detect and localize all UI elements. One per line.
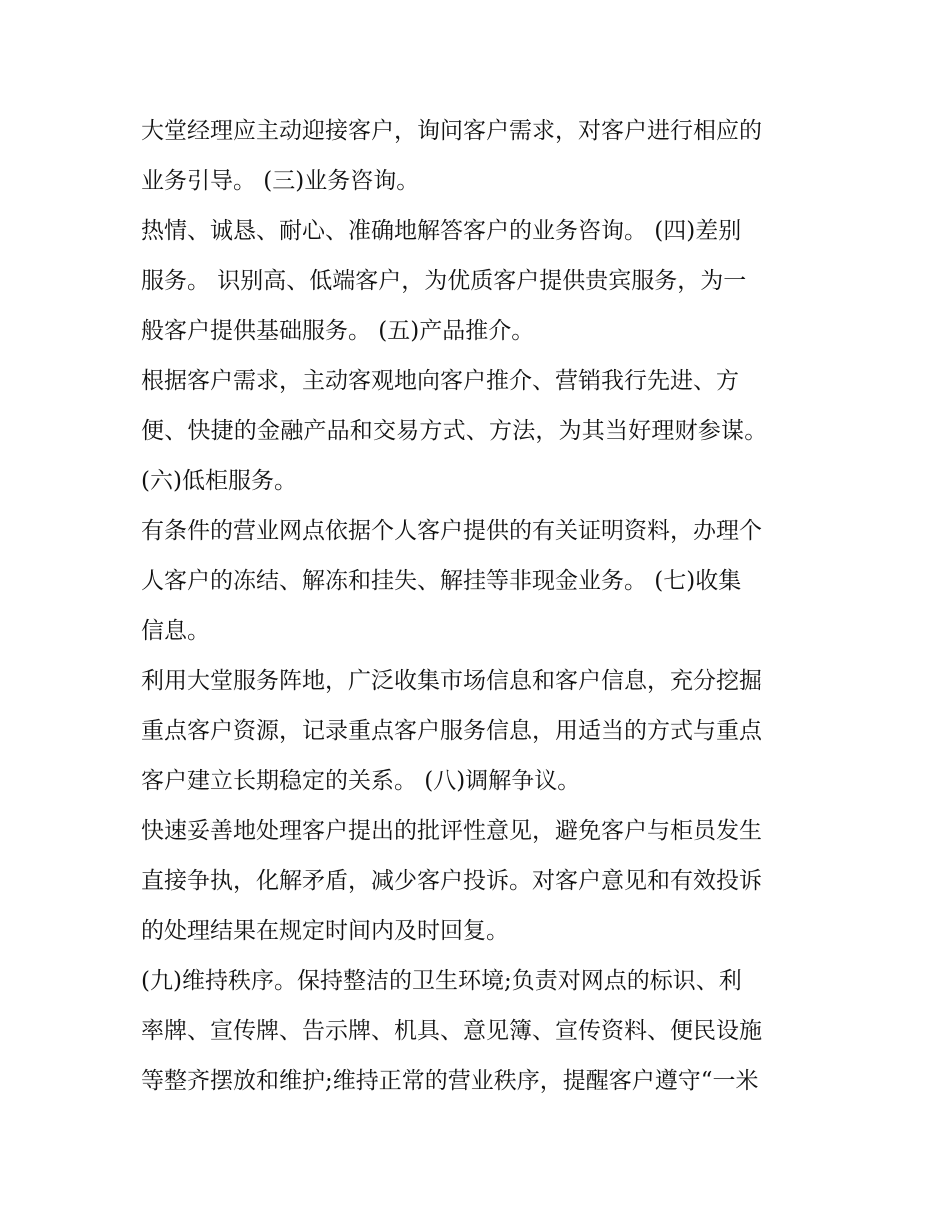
- text-line: 有条件的营业网点依据个人客户提供的有关证明资料，办理个: [141, 518, 762, 544]
- text-line: 重点客户资源，记录重点客户服务信息，用适当的方式与重点: [141, 718, 762, 744]
- text-line: 根据客户需求，主动客观地向客户推介、营销我行先进、方: [141, 368, 739, 394]
- text-line: 客户建立长期稳定的关系。 (八)调解争议。: [141, 768, 581, 794]
- text-line: 便、快捷的金融产品和交易方式、方法，为其当好理财参谋。: [141, 418, 768, 444]
- text-line: 般客户提供基础服务。 (五)产品推介。: [141, 318, 535, 344]
- text-line: 等整齐摆放和维护;维持正常的营业秩序，提醒客户遵守“一米: [141, 1068, 759, 1094]
- text-line: 服务。 识别高、低端客户，为优质客户提供贵宾服务，为一: [141, 268, 747, 294]
- text-line: (九)维持秩序。保持整洁的卫生环境;负责对网点的标识、利: [141, 968, 742, 994]
- text-line: 信息。: [141, 618, 210, 644]
- text-line: 直接争执，化解矛盾，减少客户投诉。对客户意见和有效投诉: [141, 868, 762, 894]
- text-line: 的处理结果在规定时间内及时回复。: [141, 918, 509, 944]
- document-body: [141, 106, 821, 1106]
- text-line: 人客户的冻结、解冻和挂失、解挂等非现金业务。 (七)收集: [141, 568, 742, 594]
- text-line: 快速妥善地处理客户提出的批评性意见，避免客户与柜员发生: [141, 818, 762, 844]
- text-line: 利用大堂服务阵地，广泛收集市场信息和客户信息，充分挖掘: [141, 668, 762, 694]
- text-line: 业务引导。 (三)业务咨询。: [141, 168, 420, 194]
- text-line: (六)低柜服务。: [141, 468, 297, 494]
- text-line: 大堂经理应主动迎接客户，询问客户需求，对客户进行相应的: [141, 118, 762, 144]
- text-line: 率牌、宣传牌、告示牌、机具、意见簿、宣传资料、便民设施: [141, 1018, 762, 1044]
- text-line: 热情、诚恳、耐心、准确地解答客户的业务咨询。 (四)差别: [141, 218, 742, 244]
